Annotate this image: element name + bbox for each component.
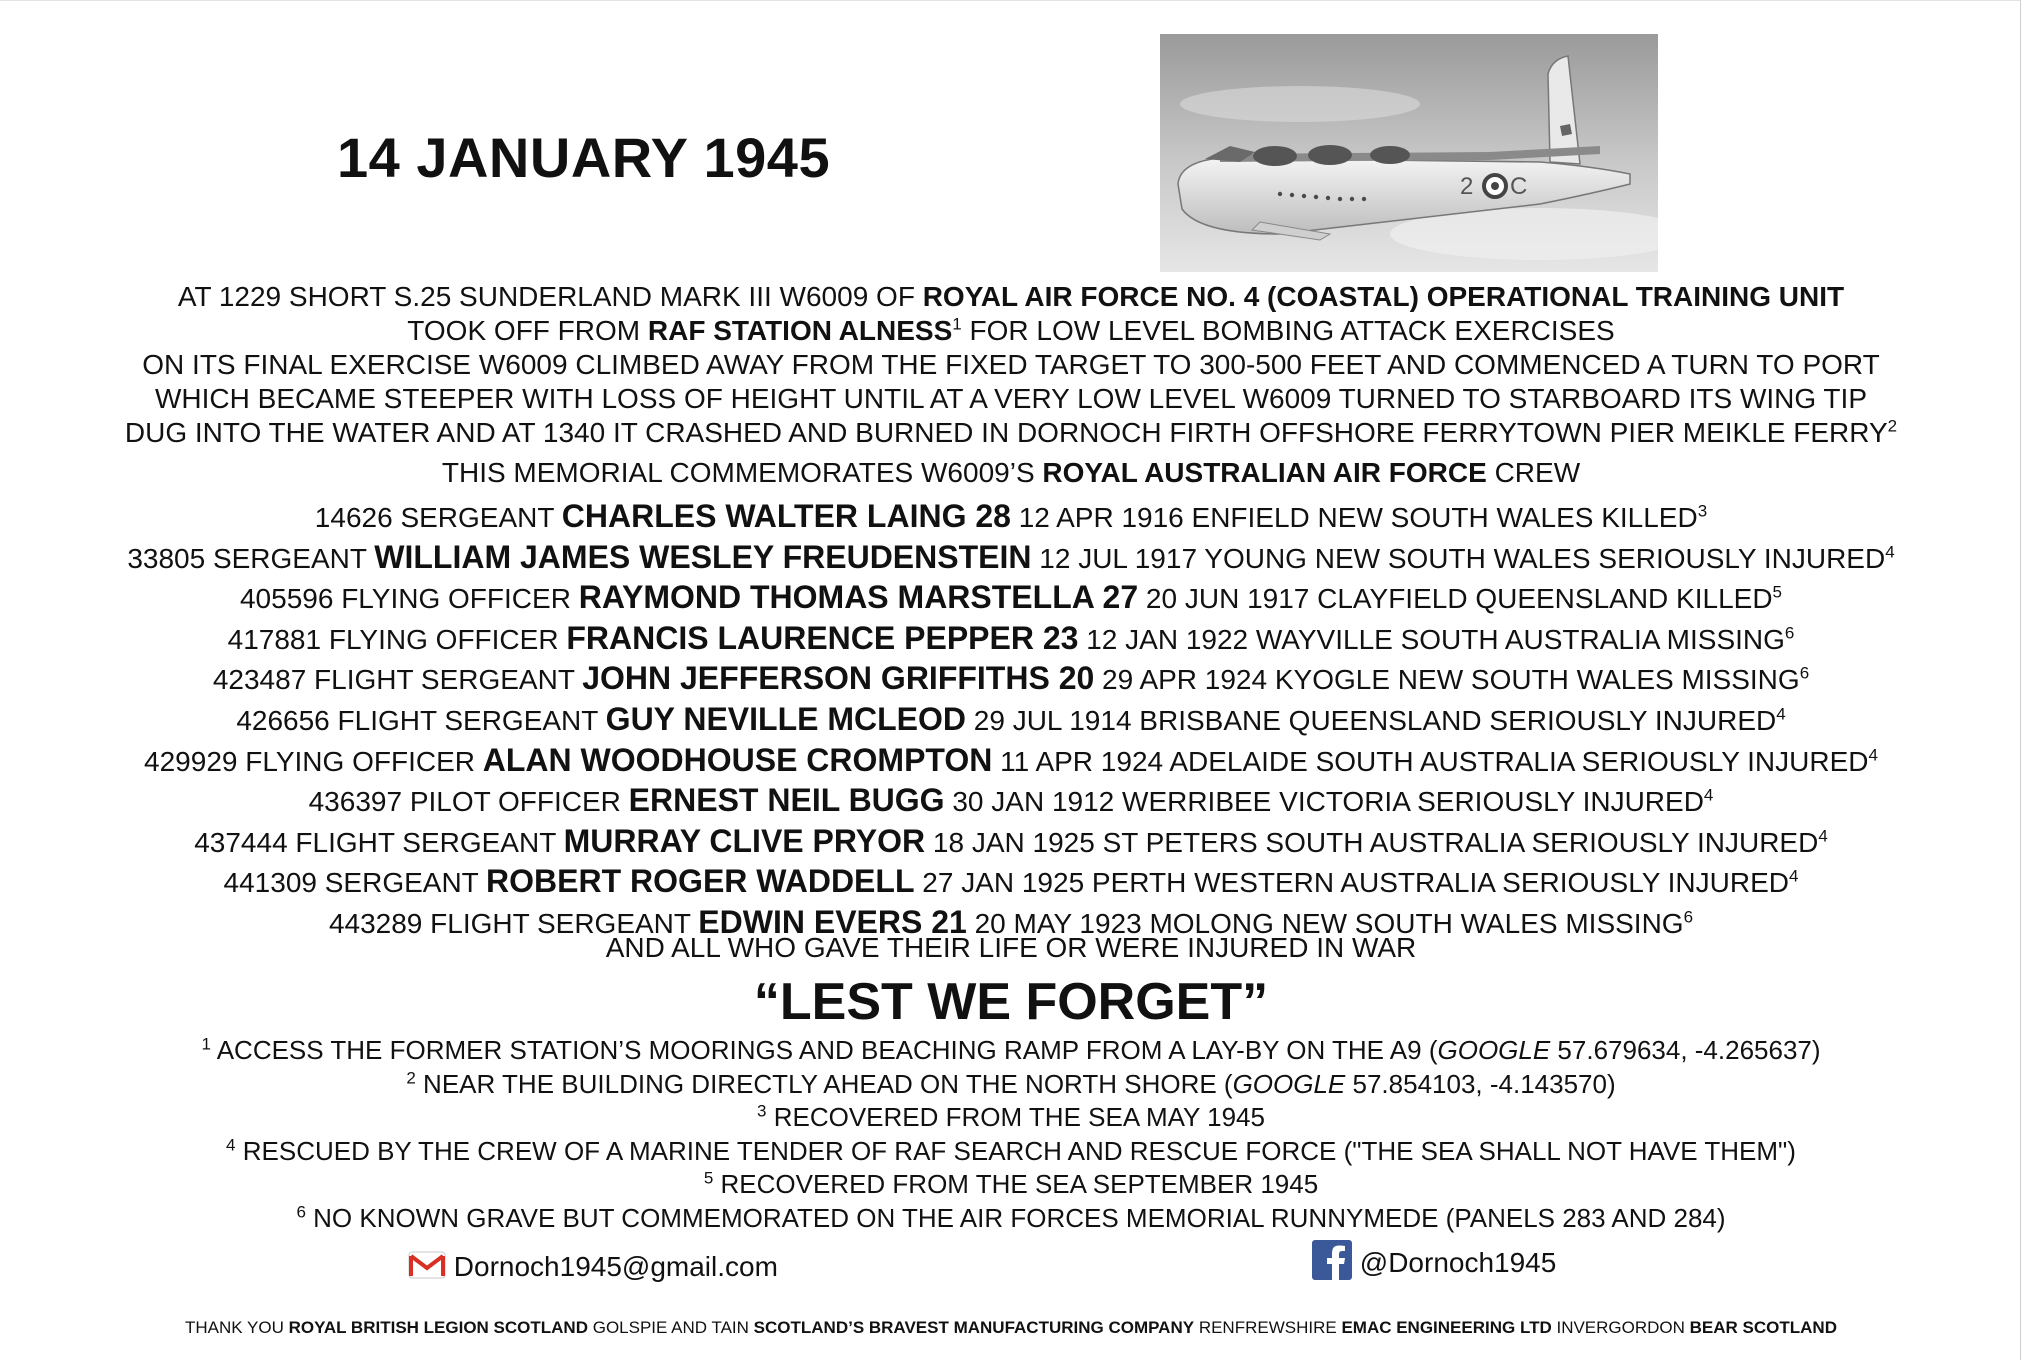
crew-name: GUY NEVILLE MCLEOD: [605, 700, 966, 737]
narrative-line-1: [0, 280, 2022, 314]
narrative-line-5: [0, 416, 2022, 450]
crew-name: ROBERT ROGER WADDELL: [486, 863, 915, 900]
footnote-marker: 6: [1683, 907, 1694, 927]
crew-rank: 405596 FLYING OFFICER: [239, 583, 579, 615]
crew-details: 11 APR 1924 ADELAIDE SOUTH AUSTRALIA SERIOUSLY INJURED: [992, 745, 1869, 777]
footnote-text: NEAR THE BUILDING DIRECTLY AHEAD ON THE NORTH SHORE (: [415, 1068, 1233, 1099]
facebook-icon: [1312, 1240, 1352, 1280]
crew-rank: 423487 FLIGHT SERGEANT: [212, 664, 583, 696]
footnote-number: 6: [296, 1202, 306, 1222]
crew-rank: 429929 FLYING OFFICER: [144, 745, 483, 777]
crew-member: [0, 700, 2022, 741]
email-address[interactable]: Dornoch1945@gmail.com: [453, 1251, 778, 1282]
footer-text: THANK YOU: [184, 1318, 289, 1337]
svg-text:C: C: [1510, 173, 1528, 200]
thanks-footer: [0, 1318, 2022, 1338]
footnote-text: RESCUED BY THE CREW OF A MARINE TENDER OF RAF SEARCH AND RESCUE FORCE ("THE SEA SHALL NOT HAVE THEM"): [235, 1135, 1796, 1166]
crew-name: ERNEST NEIL BUGG: [628, 782, 945, 819]
facebook-handle[interactable]: @Dornoch1945: [1359, 1247, 1557, 1278]
narrative-text: DUG INTO THE WATER AND AT 1340 IT CRASHED AND BURNED IN DORNOCH FIRTH OFFSHORE FERRYTOWN PIER MEIKLE FERRY: [124, 417, 1888, 448]
crew-details: 12 APR 1916 ENFIELD NEW SOUTH WALES KILLED: [1010, 502, 1698, 533]
footnote-marker: 3: [1697, 501, 1708, 521]
crew-details: 12 JAN 1922 WAYVILLE SOUTH AUSTRALIA MISSING: [1078, 623, 1785, 655]
crew-details: 18 JAN 1925 ST PETERS SOUTH AUSTRALIA SERIOUSLY INJURED: [925, 826, 1819, 858]
crew-rank: 436397 PILOT OFFICER: [308, 786, 629, 818]
crew-rank: 441309 SERGEANT: [223, 867, 487, 899]
crew-details: 27 JAN 1925 PERTH WESTERN AUSTRALIA SERIOUSLY INJURED: [914, 867, 1789, 899]
crew-member: [0, 781, 2022, 822]
crew-member: [0, 578, 2022, 619]
crew-name: EDWIN EVERS 21: [698, 903, 967, 940]
crew-member: [0, 659, 2022, 700]
crew-name: WILLIAM JAMES WESLEY FREUDENSTEIN: [374, 538, 1032, 575]
crew-details: 20 JUN 1917 CLAYFIELD QUEENSLAND KILLED: [1138, 583, 1773, 615]
footnote-number: 1: [201, 1034, 211, 1054]
svg-text:2: 2: [1460, 173, 1474, 200]
footer-text: RENFREWSHIRE: [1194, 1318, 1342, 1337]
footnote: [0, 1168, 2022, 1202]
tribute-line: AND ALL WHO GAVE THEIR LIFE OR WERE INJURED IN WAR: [605, 932, 1417, 963]
footnote: [0, 1135, 2022, 1169]
crew-member: [0, 619, 2022, 660]
footnote-marker: 5: [1772, 582, 1783, 602]
footnote-text: ACCESS THE FORMER STATION’S MOORINGS AND BEACHING RAMP FROM A LAY-BY ON THE A9 (: [210, 1035, 1438, 1065]
lest-we-forget: “LEST WE FORGET”: [753, 973, 1269, 1031]
crew-member: [0, 822, 2022, 863]
crew-member: [0, 862, 2022, 903]
sponsor-name: SCOTLAND’S BRAVEST MANUFACTURING COMPANY: [753, 1318, 1195, 1337]
footnote-marker: 4: [1776, 704, 1786, 724]
crew-rank: 426656 FLIGHT SERGEANT: [236, 704, 606, 736]
footnote-google-label: GOOGLE: [1437, 1035, 1551, 1065]
footnote-coordinates: 57.679634, -4.265637): [1550, 1035, 1821, 1065]
sunderland-aircraft-photo: [1160, 34, 1658, 272]
email-contact[interactable]: [408, 1250, 778, 1283]
crew-details: 29 APR 1924 KYOGLE NEW SOUTH WALES MISSING: [1094, 664, 1800, 696]
sponsor-name: ROYAL BRITISH LEGION SCOTLAND: [288, 1318, 588, 1337]
crew-name: JOHN JEFFERSON GRIFFITHS 20: [582, 660, 1095, 697]
crew-list: [0, 497, 2022, 944]
footnote-text: RECOVERED FROM THE SEA SEPTEMBER 1945: [713, 1169, 1319, 1200]
sponsor-name: BEAR SCOTLAND: [1689, 1318, 1837, 1337]
commemoration-line: [0, 456, 2022, 490]
crew-name: MURRAY CLIVE PRYOR: [563, 822, 926, 859]
crew-rank: 443289 FLIGHT SERGEANT: [328, 907, 699, 939]
crew-member: [0, 497, 2022, 538]
crew-details: 20 MAY 1923 MOLONG NEW SOUTH WALES MISSING: [966, 907, 1684, 939]
narrative-text: ON ITS FINAL EXERCISE W6009 CLIMBED AWAY FROM THE FIXED TARGET TO 300-500 FEET AND COMMENCED A TURN TO PORT: [142, 349, 1880, 380]
crew-details: 12 JUL 1917 YOUNG NEW SOUTH WALES SERIOUSLY INJURED: [1031, 542, 1886, 574]
page-title: 14 JANUARY 1945: [337, 126, 831, 189]
crew-rank: 437444 FLIGHT SERGEANT: [194, 826, 564, 858]
footnote-marker: 6: [1799, 664, 1810, 684]
crew-rank: 417881 FLYING OFFICER: [227, 623, 567, 655]
narrative-text: FOR LOW LEVEL BOMBING ATTACK EXERCISES: [961, 315, 1615, 346]
unit-name: ROYAL AIR FORCE NO. 4 (COASTAL) OPERATIONAL TRAINING UNIT: [922, 281, 1845, 312]
footnote: [0, 1034, 2022, 1068]
crew-rank: 33805 SERGEANT: [127, 542, 375, 574]
footnote-marker: 4: [1788, 867, 1799, 887]
narrative-line-2: [0, 314, 2022, 348]
crew-name: ALAN WOODHOUSE CROMPTON: [482, 741, 993, 778]
sponsor-name: EMAC ENGINEERING LTD: [1341, 1318, 1552, 1337]
crew-member: [0, 741, 2022, 782]
footer-text: GOLSPIE AND TAIN: [588, 1318, 754, 1337]
crew-member: [0, 538, 2022, 579]
station-name: RAF STATION ALNESS: [647, 315, 953, 346]
commemoration-text: CREW: [1486, 457, 1581, 488]
facebook-contact[interactable]: [1312, 1240, 1556, 1280]
narrative-text: TOOK OFF FROM: [407, 315, 648, 346]
footnote-number: 3: [757, 1101, 767, 1121]
footnote-number: 5: [703, 1168, 714, 1188]
crew-name: FRANCIS LAURENCE PEPPER 23: [566, 619, 1079, 656]
commemoration-text: THIS MEMORIAL COMMEMORATES W6009’S: [441, 457, 1043, 488]
footnote-coordinates: 57.854103, -4.143570): [1345, 1068, 1616, 1099]
footnote-marker: 4: [1818, 826, 1828, 846]
crew-rank: 14626 SERGEANT: [314, 502, 562, 533]
footnotes: [0, 1034, 2022, 1236]
footnote-number: 4: [226, 1135, 236, 1155]
crew-details: 30 JAN 1912 WERRIBEE VICTORIA SERIOUSLY INJURED: [944, 786, 1704, 818]
footnote-marker: 6: [1784, 623, 1795, 643]
narrative-line-3: [0, 348, 2022, 382]
footnote-google-label: GOOGLE: [1232, 1068, 1346, 1099]
gmail-icon: [408, 1250, 446, 1280]
footnote-marker: 1: [952, 314, 962, 334]
footnote-text: RECOVERED FROM THE SEA MAY 1945: [766, 1102, 1265, 1133]
footnote: [0, 1202, 2022, 1236]
footnote-marker: 4: [1868, 745, 1878, 765]
footnote-text: NO KNOWN GRAVE BUT COMMEMORATED ON THE AIR FORCES MEMORIAL RUNNYMEDE (PANELS 283 AND 284): [305, 1202, 1726, 1233]
narrative-text: AT 1229 SHORT S.25 SUNDERLAND MARK III W6009 OF: [177, 281, 923, 312]
narrative-line-4: [0, 382, 2022, 416]
crew-details: 29 JUL 1914 BRISBANE QUEENSLAND SERIOUSLY INJURED: [966, 704, 1777, 736]
footnote-number: 2: [406, 1067, 416, 1087]
footnote-marker: 4: [1703, 785, 1714, 805]
footnote-marker: 4: [1885, 542, 1895, 562]
crew-name: RAYMOND THOMAS MARSTELLA 27: [578, 579, 1139, 616]
crew-name: CHARLES WALTER LAING 28: [561, 498, 1011, 534]
narrative-text: WHICH BECAME STEEPER WITH LOSS OF HEIGHT UNTIL AT A VERY LOW LEVEL W6009 TURNED TO STARBOARD ITS WING TIP: [155, 383, 1867, 414]
air-force-name: ROYAL AUSTRALIAN AIR FORCE: [1042, 457, 1487, 488]
footnote: [0, 1068, 2022, 1102]
footnote: [0, 1101, 2022, 1135]
footnote-marker: 2: [1887, 416, 1898, 436]
footer-text: INVERGORDON: [1551, 1318, 1690, 1337]
